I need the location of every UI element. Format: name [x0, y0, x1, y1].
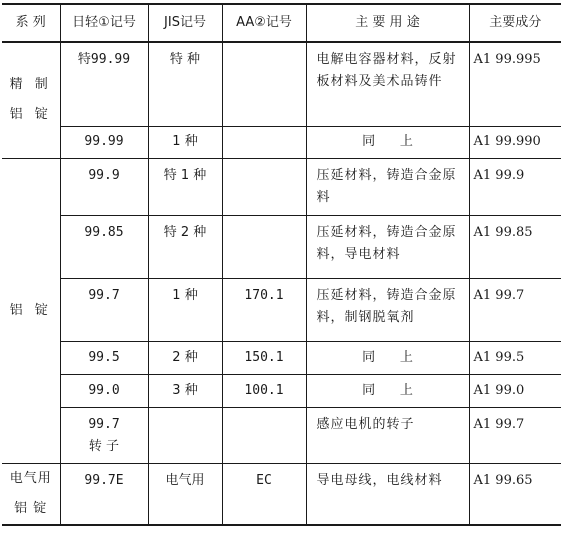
jis-code: 1 种 [148, 278, 222, 341]
header-aa: AA②记号 [222, 4, 306, 42]
table-row [2, 215, 561, 278]
jis-code: 3 种 [148, 374, 222, 407]
composition-cell: A1 99.9 [469, 158, 561, 215]
series-label: 铝 锭 [9, 302, 52, 318]
aluminum-ingot-table [2, 3, 561, 526]
jis-code: 1 种 [148, 126, 222, 158]
aa-code [222, 42, 306, 126]
usage-cell: 同 上 [306, 126, 469, 158]
nikkei-code: 99.99 [60, 126, 148, 158]
usage-cell: 同 上 [306, 374, 469, 407]
nikkei-code: 99.0 [60, 374, 148, 407]
nikkei-code: 99.7E [60, 463, 148, 525]
header-row [2, 4, 561, 42]
usage-cell: 同 上 [306, 341, 469, 374]
nikkei-code: 特99.99 [60, 42, 148, 126]
aa-code: 100.1 [222, 374, 306, 407]
jis-code: 特 种 [148, 42, 222, 126]
usage-cell: 压延材料，铸造合金原料，制钢脱氧剂 [306, 278, 469, 341]
header-nikkei: 日轻①记号 [60, 4, 148, 42]
composition-cell: A1 99.65 [469, 463, 561, 525]
table-row [2, 341, 561, 374]
header-jis: JIS记号 [148, 4, 222, 42]
table-row [2, 407, 561, 463]
aa-code: 170.1 [222, 278, 306, 341]
nikkei-code: 99.7 [60, 278, 148, 341]
composition-cell: A1 99.7 [469, 278, 561, 341]
nikkei-code: 99.5 [60, 341, 148, 374]
usage-cell: 压延材料，铸造合金原料，导电材料 [306, 215, 469, 278]
series-label: 精 制 [9, 77, 52, 93]
aa-code [222, 407, 306, 463]
aa-code [222, 126, 306, 158]
jis-code: 特 1 种 [148, 158, 222, 215]
table-row [2, 126, 561, 158]
composition-cell: A1 99.995 [469, 42, 561, 126]
jis-code: 2 种 [148, 341, 222, 374]
usage-cell: 导电母线，电线材料 [306, 463, 469, 525]
table-row [2, 42, 561, 126]
series-label: 铝 锭 [14, 500, 48, 516]
table-row [2, 463, 561, 525]
aa-code [222, 158, 306, 215]
aa-code: 150.1 [222, 341, 306, 374]
series-label: 电气用 [9, 470, 52, 486]
composition-cell: A1 99.990 [469, 126, 561, 158]
composition-cell: A1 99.85 [469, 215, 561, 278]
composition-cell: A1 99.7 [469, 407, 561, 463]
usage-cell: 感应电机的转子 [306, 407, 469, 463]
series-cell [2, 158, 60, 463]
composition-cell: A1 99.0 [469, 374, 561, 407]
jis-code: 电气用 [148, 463, 222, 525]
series-cell [2, 463, 60, 525]
header-series: 系 列 [2, 4, 60, 42]
nikkei-code: 99.9 [60, 158, 148, 215]
aa-code: EC [222, 463, 306, 525]
series-label: 铝 锭 [9, 107, 52, 123]
usage-cell: 电解电容器材料，反射板材料及美术品铸件 [306, 42, 469, 126]
nikkei-code-line: 99.7 [88, 416, 120, 432]
composition-cell: A1 99.5 [469, 341, 561, 374]
nikkei-code: 99.85 [60, 215, 148, 278]
usage-cell: 压延材料，铸造合金原料 [306, 158, 469, 215]
table-row [2, 278, 561, 341]
jis-code [148, 407, 222, 463]
nikkei-code-line: 转 子 [88, 438, 120, 454]
table-row [2, 374, 561, 407]
table-row [2, 158, 561, 215]
header-composition: 主要成分 [469, 4, 561, 42]
series-cell [2, 42, 60, 158]
aa-code [222, 215, 306, 278]
nikkei-code [60, 407, 148, 463]
jis-code: 特 2 种 [148, 215, 222, 278]
header-usage: 主 要 用 途 [306, 4, 469, 42]
